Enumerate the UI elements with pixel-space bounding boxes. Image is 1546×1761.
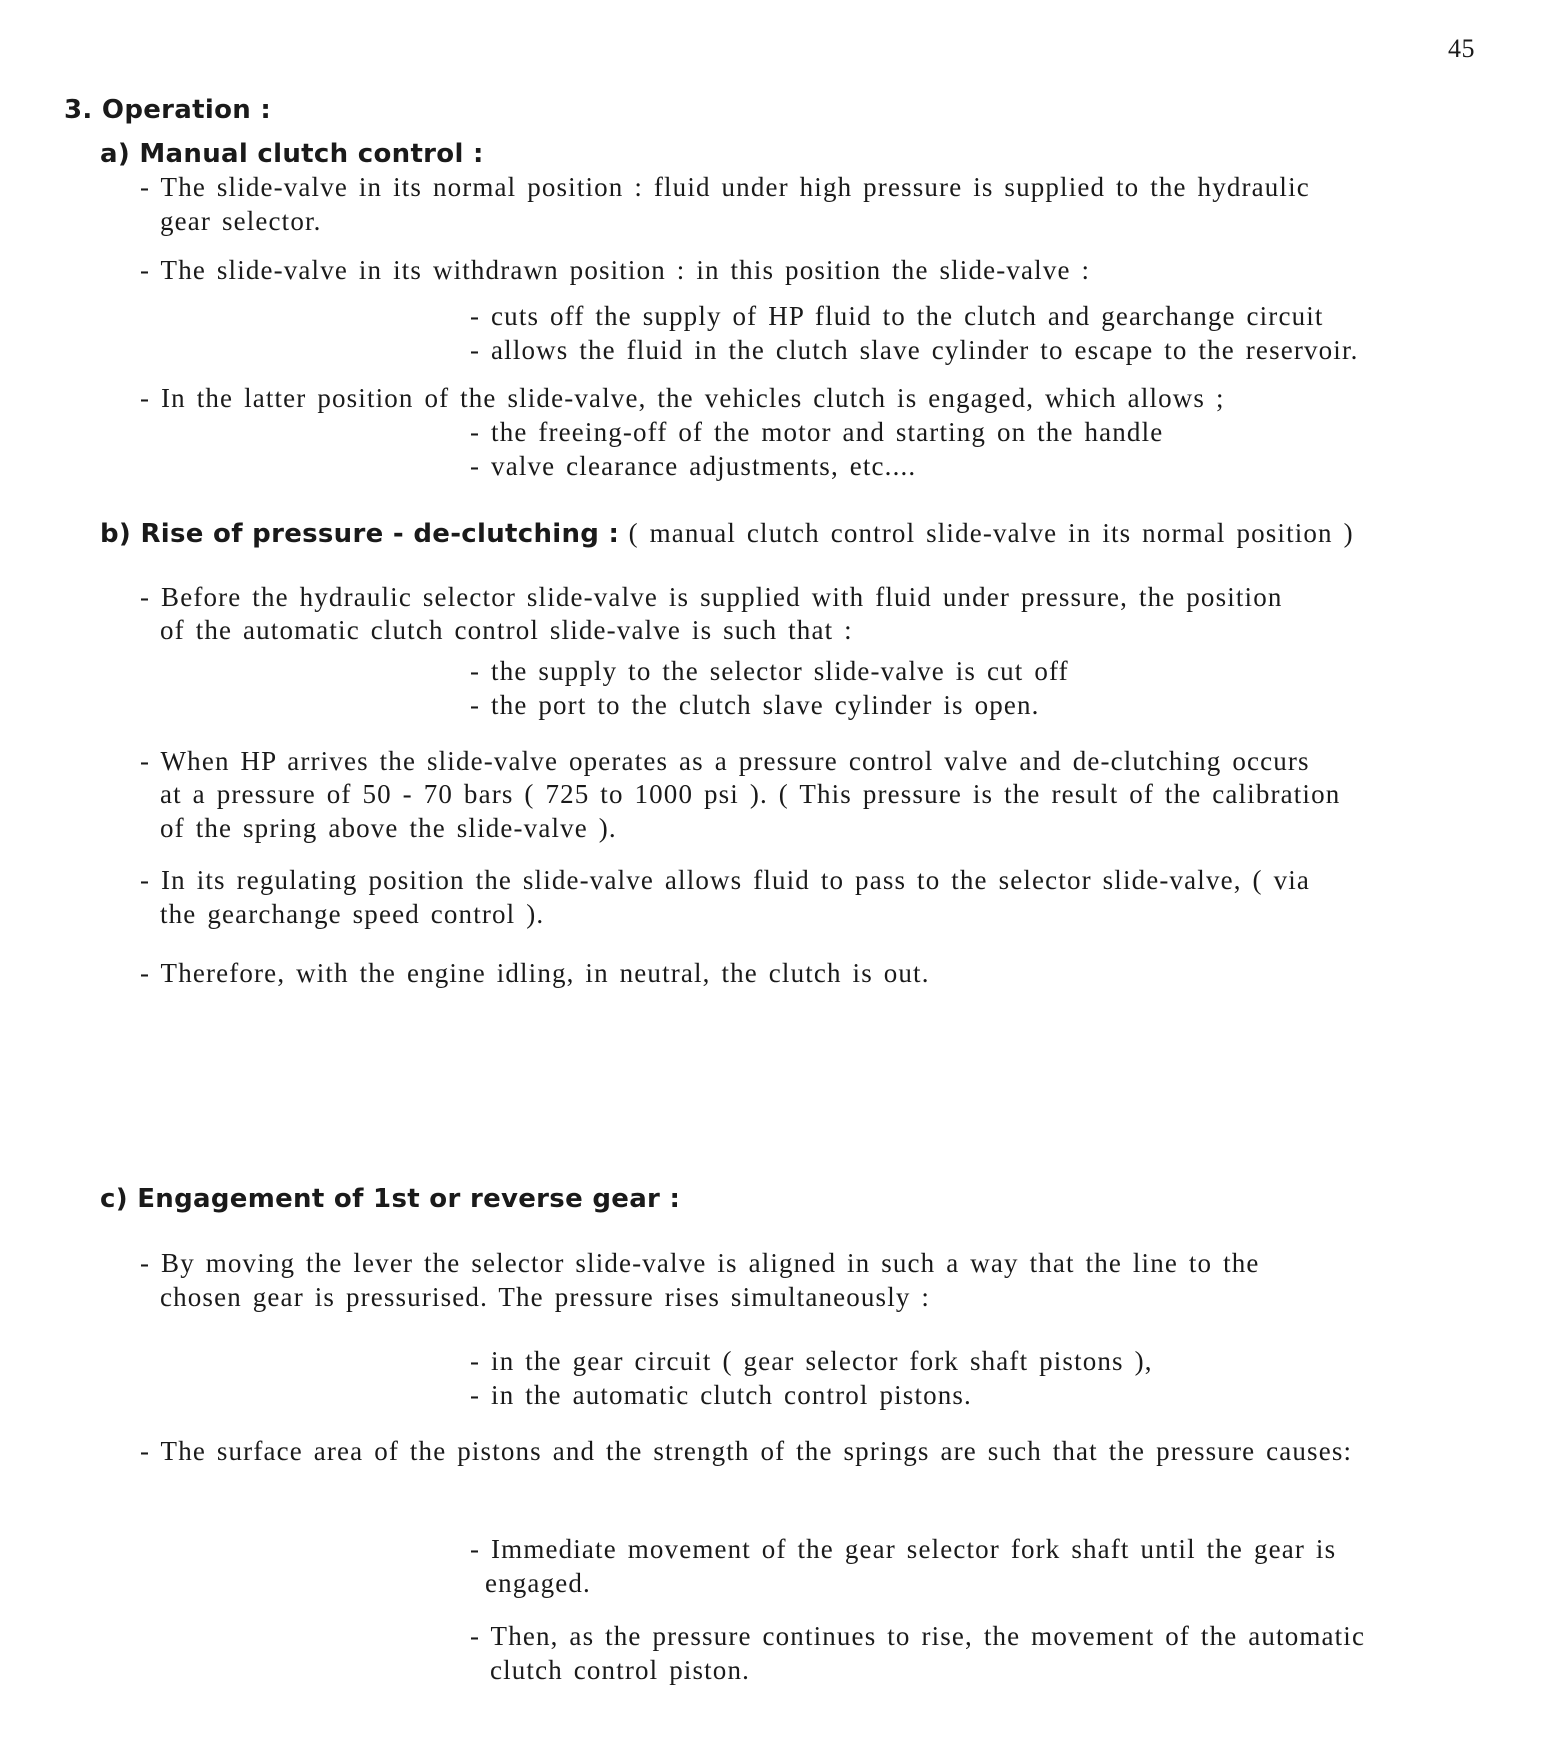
c-line-9: clutch control piston. (490, 1655, 751, 1685)
b-line-2: of the automatic clutch control slide-valve is such that : (160, 615, 853, 645)
a-line-4: - cuts off the supply of HP fluid to the clutch and gearchange circuit (470, 301, 1324, 331)
b-line-4: - the port to the clutch slave cylinder is open. (470, 690, 1040, 720)
c-line-7: engaged. (485, 1568, 591, 1598)
a-line-6: - In the latter position of the slide-valve, the vehicles clutch is engaged, which allows ; (140, 383, 1225, 413)
a-line-5: - allows the fluid in the clutch slave cylinder to escape to the reservoir. (470, 335, 1359, 365)
a-line-8: - valve clearance adjustments, etc.... (470, 451, 917, 481)
b-line-9: the gearchange speed control ). (160, 899, 545, 929)
c-line-1: - By moving the lever the selector slide-valve is aligned in such a way that the line to the (140, 1248, 1260, 1278)
heading-b-note: ( manual clutch control slide-valve in its normal position ) (628, 518, 1354, 548)
b-line-5: - When HP arrives the slide-valve operates as a pressure control valve and de-clutching occurs (140, 746, 1310, 776)
b-line-7: of the spring above the slide-valve ). (160, 813, 617, 843)
heading-a: a) Manual clutch control : (100, 139, 484, 169)
c-line-5: - The surface area of the pistons and the strength of the springs are such that the pressure causes: (140, 1436, 1353, 1466)
b-line-10: - Therefore, with the engine idling, in neutral, the clutch is out. (140, 958, 930, 988)
heading-b-title: b) Rise of pressure - de-clutching : (100, 519, 620, 549)
a-line-3: - The slide-valve in its withdrawn position : in this position the slide-valve : (140, 255, 1091, 285)
a-line-7: - the freeing-off of the motor and starting on the handle (470, 417, 1164, 447)
heading-c: c) Engagement of 1st or reverse gear : (100, 1184, 681, 1214)
a-line-2: gear selector. (160, 206, 322, 236)
c-line-6: - Immediate movement of the gear selector fork shaft until the gear is (470, 1534, 1337, 1564)
c-line-8: - Then, as the pressure continues to rise, the movement of the automatic (470, 1621, 1366, 1651)
b-line-8: - In its regulating position the slide-valve allows fluid to pass to the selector slide-valve, ( via (140, 865, 1311, 895)
b-line-3: - the supply to the selector slide-valve is cut off (470, 656, 1069, 686)
page-number: 45 (1448, 34, 1475, 63)
b-line-1: - Before the hydraulic selector slide-valve is supplied with fluid under pressure, the position (140, 582, 1283, 612)
heading-b (100, 520, 1354, 547)
c-line-3: - in the gear circuit ( gear selector fork shaft pistons ), (470, 1346, 1153, 1376)
b-line-6: at a pressure of 50 - 70 bars ( 725 to 1000 psi ). ( This pressure is the result of the calibration (160, 779, 1341, 809)
c-line-2: chosen gear is pressurised. The pressure rises simultaneously : (160, 1282, 931, 1312)
section-title: 3. Operation : (64, 95, 272, 125)
a-line-1: - The slide-valve in its normal position : fluid under high pressure is supplied to the hydraulic (140, 172, 1310, 202)
c-line-4: - in the automatic clutch control pistons. (470, 1380, 972, 1410)
